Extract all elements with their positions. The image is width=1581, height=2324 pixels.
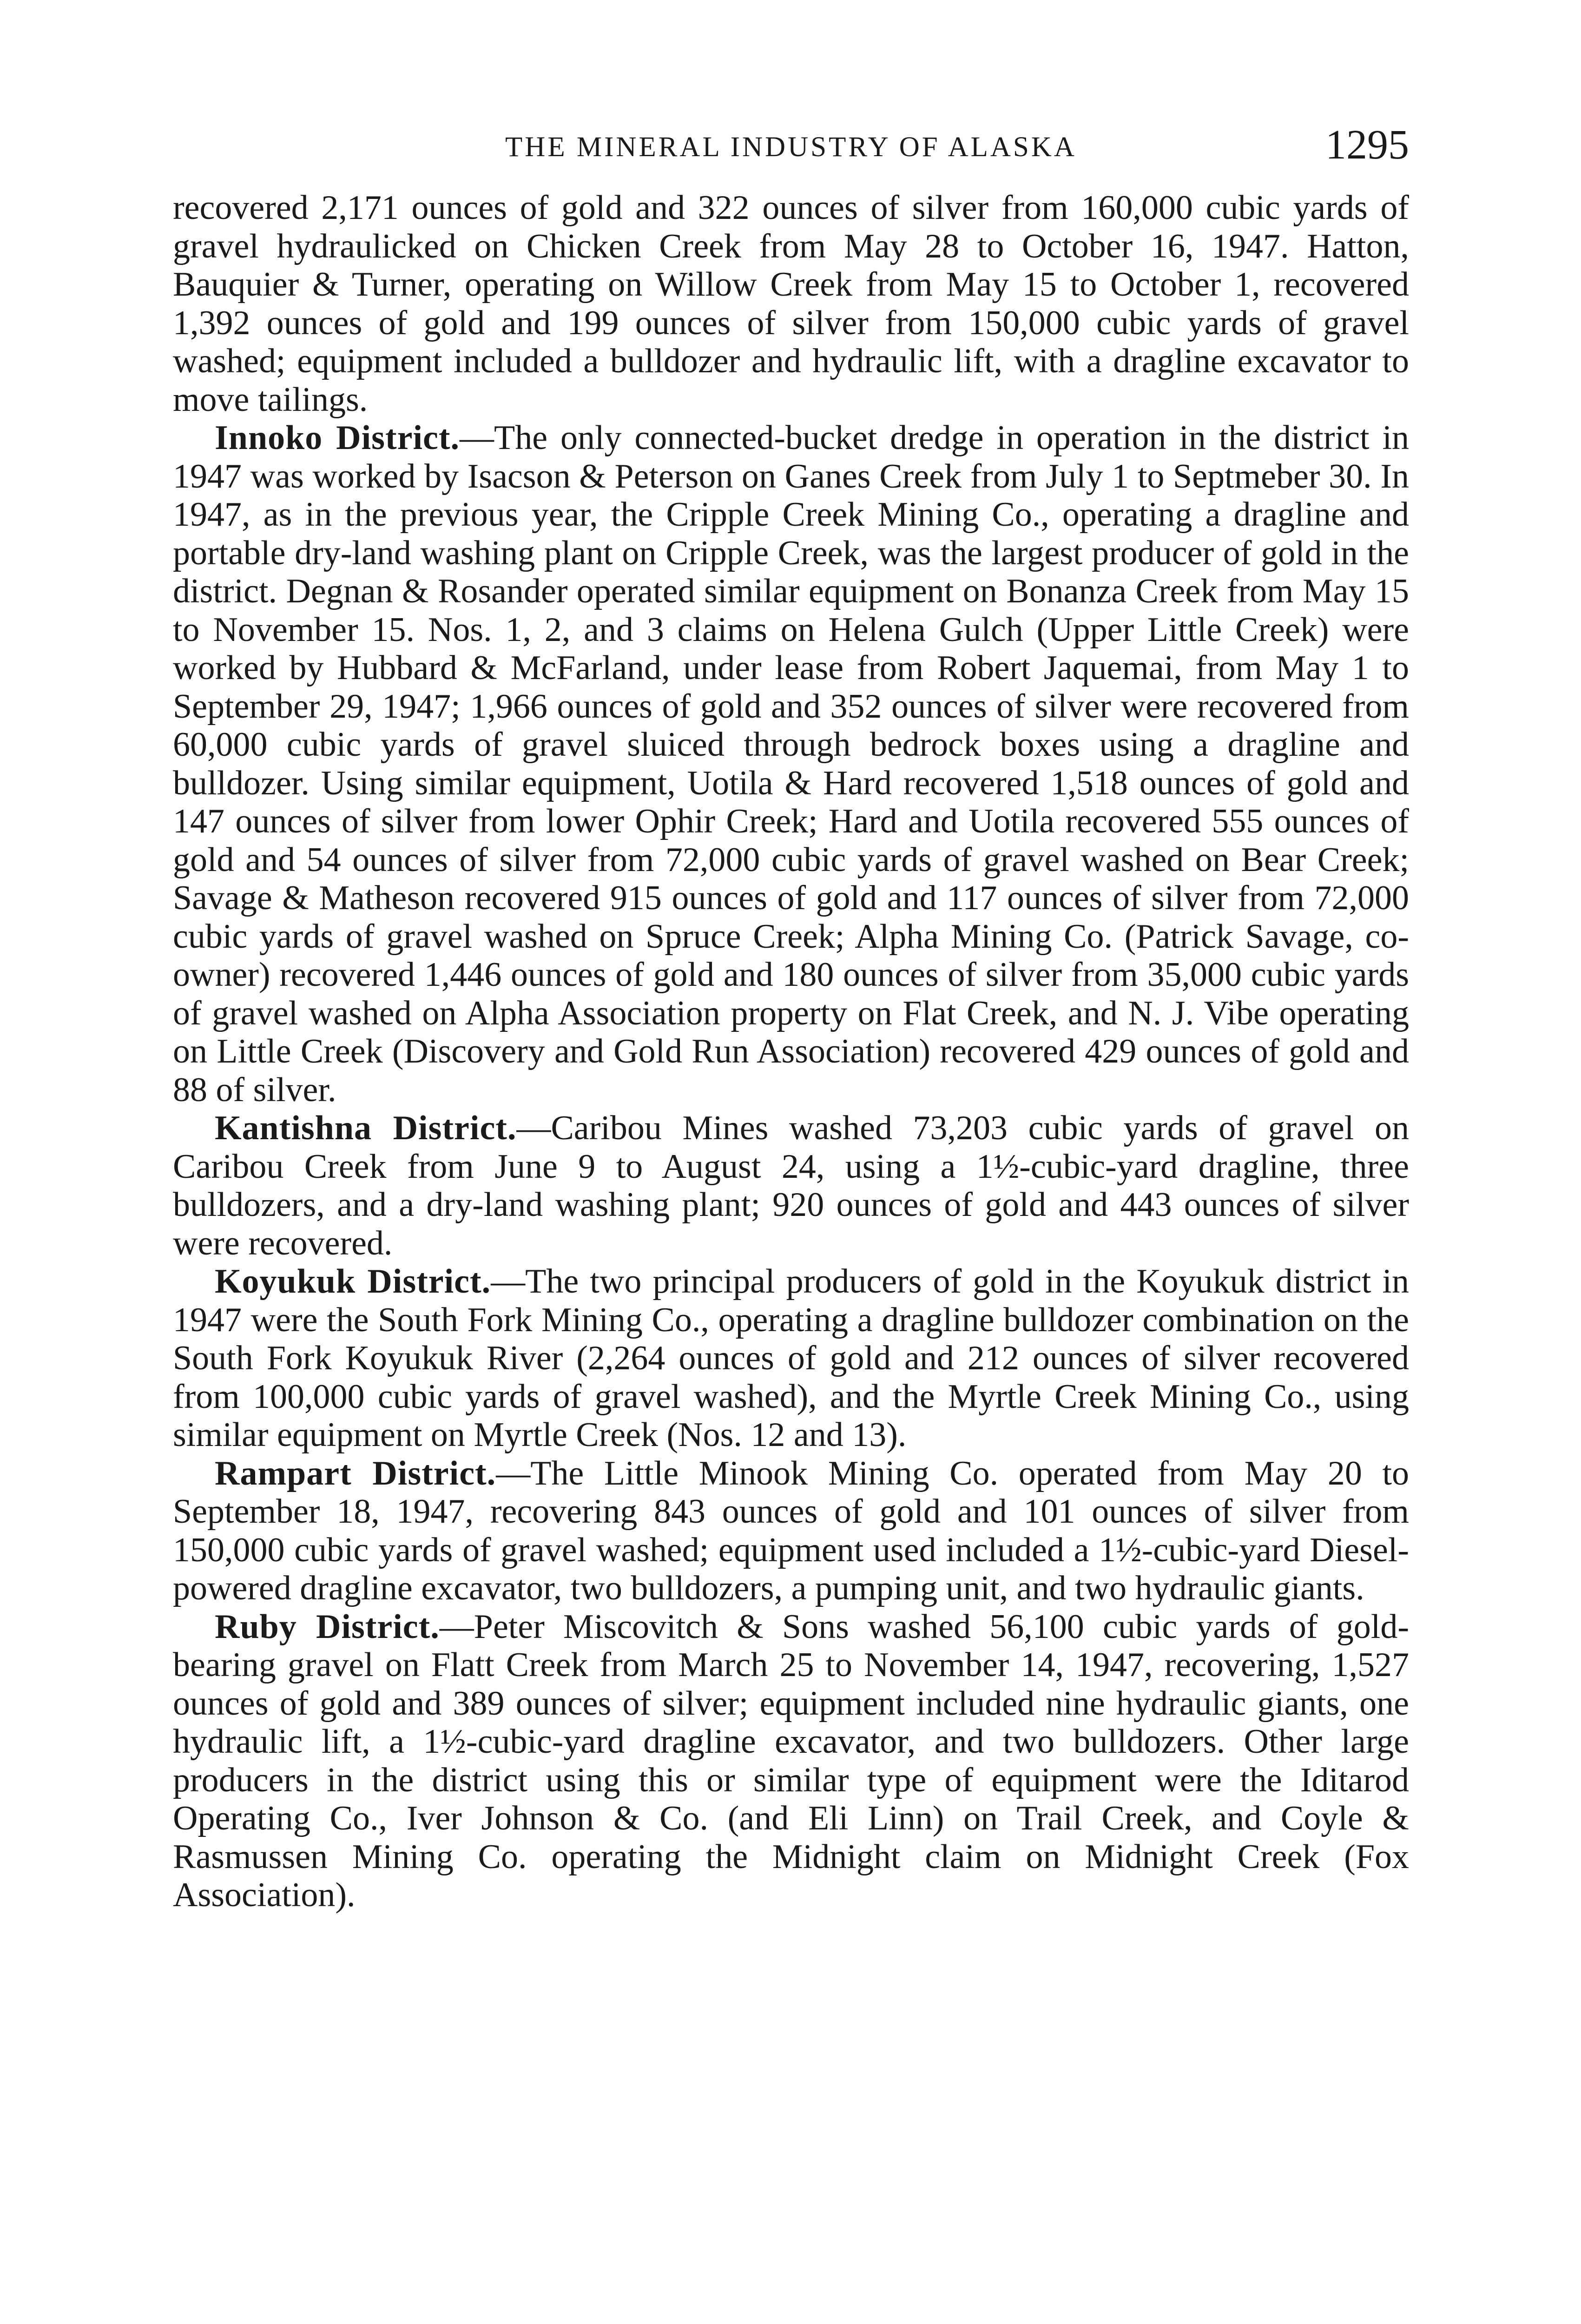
body-text [173, 189, 1409, 1915]
running-title: THE MINERAL INDUSTRY OF ALASKA [505, 132, 1077, 163]
paragraph-koyukuk-district [173, 1262, 1409, 1454]
paragraph-ruby-district [173, 1608, 1409, 1915]
paragraph-kantishna-district [173, 1109, 1409, 1262]
section-heading-innoko: Innoko District. [215, 419, 460, 457]
paragraph-text: —The two principal producers of gold in the Koyukuk district in 1947 were the South Fork Mining Co., operating a dragline bulldozer combination on the South Fork Koyukuk River (2,264 ounces of gold and 212 ounces of silver recovered from 100,000 cubic yards of gravel washed), and the Myrtle Creek Mining Co., using similar equipment on Myrtle Creek (Nos. 12 and 13). [173, 1262, 1409, 1454]
running-head [173, 121, 1409, 172]
paragraph-continuation [173, 189, 1409, 419]
paragraph-innoko-district [173, 419, 1409, 1109]
section-heading-rampart: Rampart District. [215, 1454, 496, 1492]
document-page [173, 121, 1409, 1915]
paragraph-text: —Caribou Mines washed 73,203 cubic yards of gravel on Caribou Creek from June 9 to August 24, using a 1½-cubic-yard dragline, three bulldozers, and a dry-land washing plant; 920 ounces of gold and 443 ounces of silver were recovered. [173, 1109, 1410, 1262]
paragraph-text: —The only connected-bucket dredge in operation in the district in 1947 was worked by Isacson & Peterson on Ganes Creek from July 1 to Septmeber 30. In 1947, as in the previous year, the Cripple Creek Mining Co., operating a dragline and portable dry-land washing plant on Cripple Creek, was the largest producer of gold in the district. Degnan & Rosander operated similar equipment on Bonanza Creek from May 15 to November 15. Nos. 1, 2, and 3 claims on Helena Gulch (Upper Little Creek) were worked by Hubbard & McFarland, under lease from Robert Jaquemai, from May 1 to September 29, 1947; 1,966 ounces of gold and 352 ounces of silver were recovered from 60,000 cubic yards of gravel sluiced through bedrock boxes using a dragline and bulldozer. Using similar equipment, Uotila & Hard recovered 1,518 ounces of gold and 147 ounces of silver from lower Ophir Creek; Hard and Uotila recovered 555 ounces of gold and 54 ounces of silver from 72,000 cubic yards of gravel washed on Bear Creek; Savage & Matheson recovered 915 ounces of gold and 117 ounces of silver from 72,000 cubic yards of gravel washed on Spruce Creek; Alpha Mining Co. (Patrick Savage, co-owner) recovered 1,446 ounces of gold and 180 ounces of silver from 35,000 cubic yards of gravel washed on Alpha Association property on Flat Creek, and N. J. Vibe operating on Little Creek (Discovery and Gold Run Association) recovered 429 ounces of gold and 88 of silver. [173, 419, 1409, 1109]
page-number: 1295 [1325, 122, 1409, 168]
section-heading-koyukuk: Koyukuk District. [215, 1262, 491, 1301]
paragraph-text: —The Little Minook Mining Co. operated from May 20 to September 18, 1947, recovering 843 ounces of gold and 101 ounces of silver from 150,000 cubic yards of gravel washed; equipment used included a 1½-cubic-yard Diesel-powered dragline excavator, two bulldozers, a pumping unit, and two hydraulic giants. [173, 1454, 1410, 1607]
section-heading-ruby: Ruby District. [215, 1607, 440, 1646]
paragraph-text: —Peter Miscovitch & Sons washed 56,100 cubic yards of gold-bearing gravel on Flatt Creek from March 25 to November 14, 1947, recovering, 1,527 ounces of gold and 389 ounces of silver; equipment included nine hydraulic giants, one hydraulic lift, a 1½-cubic-yard dragline excavator, and two bulldozers. Other large producers in the district using this or similar type of equipment were the Iditarod Operating Co., Iver Johnson & Co. (and Eli Linn) on Trail Creek, and Coyle & Rasmussen Mining Co. operating the Midnight claim on Midnight Creek (Fox Association). [173, 1607, 1409, 1914]
paragraph-rampart-district [173, 1454, 1409, 1608]
paragraph-text: recovered 2,171 ounces of gold and 322 ounces of silver from 160,000 cubic yards of gravel hydraulicked on Chicken Creek from May 28 to October 16, 1947. Hatton, Bauquier & Turner, operating on Willow Creek from May 15 to October 1, recovered 1,392 ounces of gold and 199 ounces of silver from 150,000 cubic yards of gravel washed; equipment included a bulldozer and hydraulic lift, with a dragline excavator to move tailings. [173, 189, 1409, 419]
section-heading-kantishna: Kantishna District. [215, 1109, 517, 1147]
